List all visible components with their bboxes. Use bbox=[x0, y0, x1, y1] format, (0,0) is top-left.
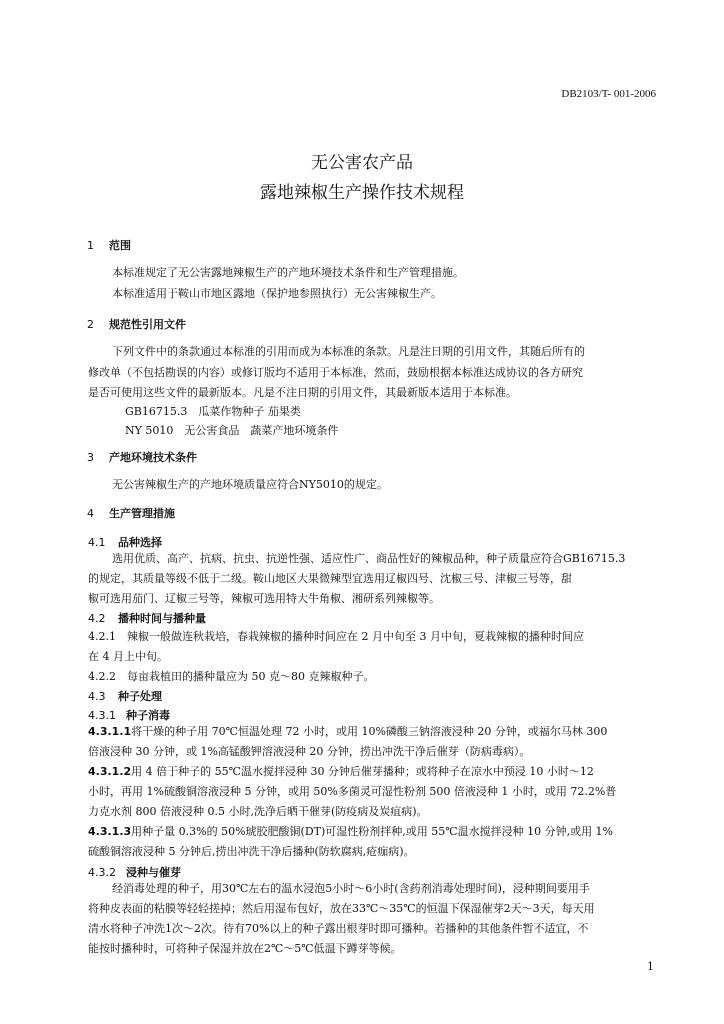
subsection-number: 4.3 bbox=[88, 690, 106, 703]
paragraph: 本标准适用于鞍山市地区露地（保护地参照执行）无公害辣椒生产。 bbox=[112, 287, 442, 300]
paragraph: 无公害辣椒生产的产地环境质量应符合NY5010的规定。 bbox=[112, 478, 388, 491]
paragraph: 本标准规定了无公害露地辣椒生产的产地环境技术条件和生产管理措施。 bbox=[112, 266, 464, 279]
title-line-2: 露地辣椒生产操作技术规程 bbox=[260, 183, 464, 203]
paragraph-line: 力克水剂 800 倍液浸种 0.5 小时,洗净后晒干催芽(防疫病及炭疽病)。 bbox=[88, 805, 428, 818]
clause-4-3-1-3 bbox=[88, 822, 613, 842]
subsection-title: 种子处理 bbox=[118, 690, 162, 703]
paragraph-line: 小时，再用 1%硫酸铜溶液浸种 5 分钟，或用 50%多菌灵可湿性粉剂 500 倍液浸种 1 小时，或用 72.2%普 bbox=[88, 785, 617, 798]
clause-text: 辣椒一般做连秋栽培，春栽辣椒的播种时间应在 2 月中旬至 3 月中旬，夏栽辣椒的播种时间应 bbox=[127, 630, 584, 643]
subsection-4-1-heading bbox=[88, 534, 162, 550]
clause-4-2-1 bbox=[88, 627, 584, 647]
subsection-title: 浸种与催芽 bbox=[126, 866, 181, 879]
subsection-title: 品种选择 bbox=[118, 536, 162, 549]
paragraph-line: 能按时播种时，可将种子保湿并放在2℃～5℃低温下蹲芽等候。 bbox=[88, 942, 402, 955]
section-1-heading bbox=[87, 237, 131, 253]
subsection-number: 4.3.2 bbox=[88, 866, 116, 879]
section-4-heading bbox=[87, 505, 175, 521]
clause-4-2-2 bbox=[88, 667, 374, 687]
clause-number: 4.3.1.1 bbox=[88, 725, 132, 738]
paragraph-line: 清水将种子冲洗1次～2次。待有70%以上的种子露出根芽时即可播种。若播种的其他条件暂不适宜，不 bbox=[88, 922, 589, 935]
reference-item: GB16715.3 瓜菜作物种子 茄果类 bbox=[125, 405, 301, 418]
section-title: 生产管理措施 bbox=[109, 507, 175, 520]
section-number: 1 bbox=[87, 239, 94, 252]
subsection-4-3-2-heading bbox=[88, 864, 181, 880]
paragraph-line: 将种皮表面的粘膜等轻轻搓掉；然后用湿布包好，放在33℃～35℃的恒温下保湿催芽2天～3天，每天用 bbox=[88, 902, 595, 915]
clause-text: 用 4 倍于种子的 55℃温水搅拌浸种 30 分钟后催芽播种；或将种子在凉水中预浸 10 小时～12 bbox=[131, 765, 594, 778]
section-number: 4 bbox=[87, 507, 94, 520]
section-2-heading bbox=[87, 316, 186, 332]
subsection-4-2-heading bbox=[88, 610, 206, 626]
section-title: 规范性引用文件 bbox=[109, 318, 186, 331]
section-number: 2 bbox=[87, 318, 94, 331]
subsection-4-3-1-heading bbox=[88, 707, 170, 723]
paragraph-line: 选用优质、高产、抗病、抗虫、抗逆性强、适应性广、商品性好的辣椒品种，种子质量应符合GB16715.3 bbox=[112, 552, 626, 565]
clause-text: 用种子量 0.3%的 50%琥胶肥酸铜(DT)可湿性粉剂拌种,或用 55℃温水搅拌浸种 10 分钟,或用 1% bbox=[131, 825, 614, 838]
reference-item: NY 5010 无公害食品 蔬菜产地环境条件 bbox=[125, 424, 339, 437]
clause-number: 4.3.1.3 bbox=[88, 825, 132, 838]
clause-number: 4.3.1.2 bbox=[88, 765, 132, 778]
subsection-4-3-heading bbox=[88, 688, 162, 704]
page-number: 1 bbox=[647, 960, 654, 973]
subsection-title: 种子消毒 bbox=[126, 709, 170, 722]
paragraph-line: 修改单（不包括勘误的内容）或修订版均不适用于本标准，然而，鼓励根据本标准达成协议的各方研究 bbox=[88, 366, 583, 379]
clause-number: 4.2.2 bbox=[88, 670, 116, 683]
section-3-heading bbox=[87, 449, 197, 465]
clause-text: 将干燥的种子用 70℃恒温处理 72 小时，或用 10%磷酸三钠溶液浸种 20 分钟，或福尔马林 300 bbox=[131, 725, 608, 738]
paragraph-line: 硫酸铜溶液浸种 5 分钟后,捞出冲洗干净后播种(防软腐病,疮痂病)。 bbox=[88, 845, 415, 858]
subsection-number: 4.3.1 bbox=[88, 709, 116, 722]
subsection-number: 4.1 bbox=[88, 536, 106, 549]
paragraph-line: 是否可使用这些文件的最新版本。凡是不注日期的引用文件，其最新版本适用于本标准。 bbox=[88, 386, 517, 399]
paragraph-line: 下列文件中的条款通过本标准的引用而成为本标准的条款。凡是注日期的引用文件，其随后所有的 bbox=[112, 345, 585, 358]
subsection-number: 4.2 bbox=[88, 612, 106, 625]
section-number: 3 bbox=[87, 451, 94, 464]
paragraph-line: 的规定，其质量等级不低于二级。鞍山地区大果微辣型宜选用辽椒四号、沈椒三号、津椒三号等，甜 bbox=[88, 572, 572, 585]
title-line-1: 无公害农产品 bbox=[311, 153, 413, 173]
clause-text: 每亩栽植田的播种量应为 50 克～80 克辣椒种子。 bbox=[127, 670, 375, 683]
clause-4-3-1-1 bbox=[88, 722, 607, 742]
document-code: DB2103/T- 001-2006 bbox=[561, 88, 656, 100]
paragraph-line: 椒可选用茄门、辽椒三号等，辣椒可选用特大牛角椒、湘研系列辣椒等。 bbox=[88, 592, 440, 605]
subsection-title: 播种时间与播种量 bbox=[118, 612, 206, 625]
clause-4-3-1-2 bbox=[88, 762, 594, 782]
paragraph-line: 在 4 月上中旬。 bbox=[88, 650, 168, 663]
section-title: 范围 bbox=[109, 239, 131, 252]
paragraph-line: 倍液浸种 30 分钟，或 1%高锰酸钾溶液浸种 20 分钟，捞出冲洗干净后催芽（防病毒病）。 bbox=[88, 745, 531, 758]
clause-number: 4.2.1 bbox=[88, 630, 116, 643]
paragraph-line: 经消毒处理的种子，用30℃左右的温水浸泡5小时～6小时(含药剂消毒处理时间)，浸种期间要用手 bbox=[112, 882, 590, 895]
section-title: 产地环境技术条件 bbox=[109, 451, 197, 464]
